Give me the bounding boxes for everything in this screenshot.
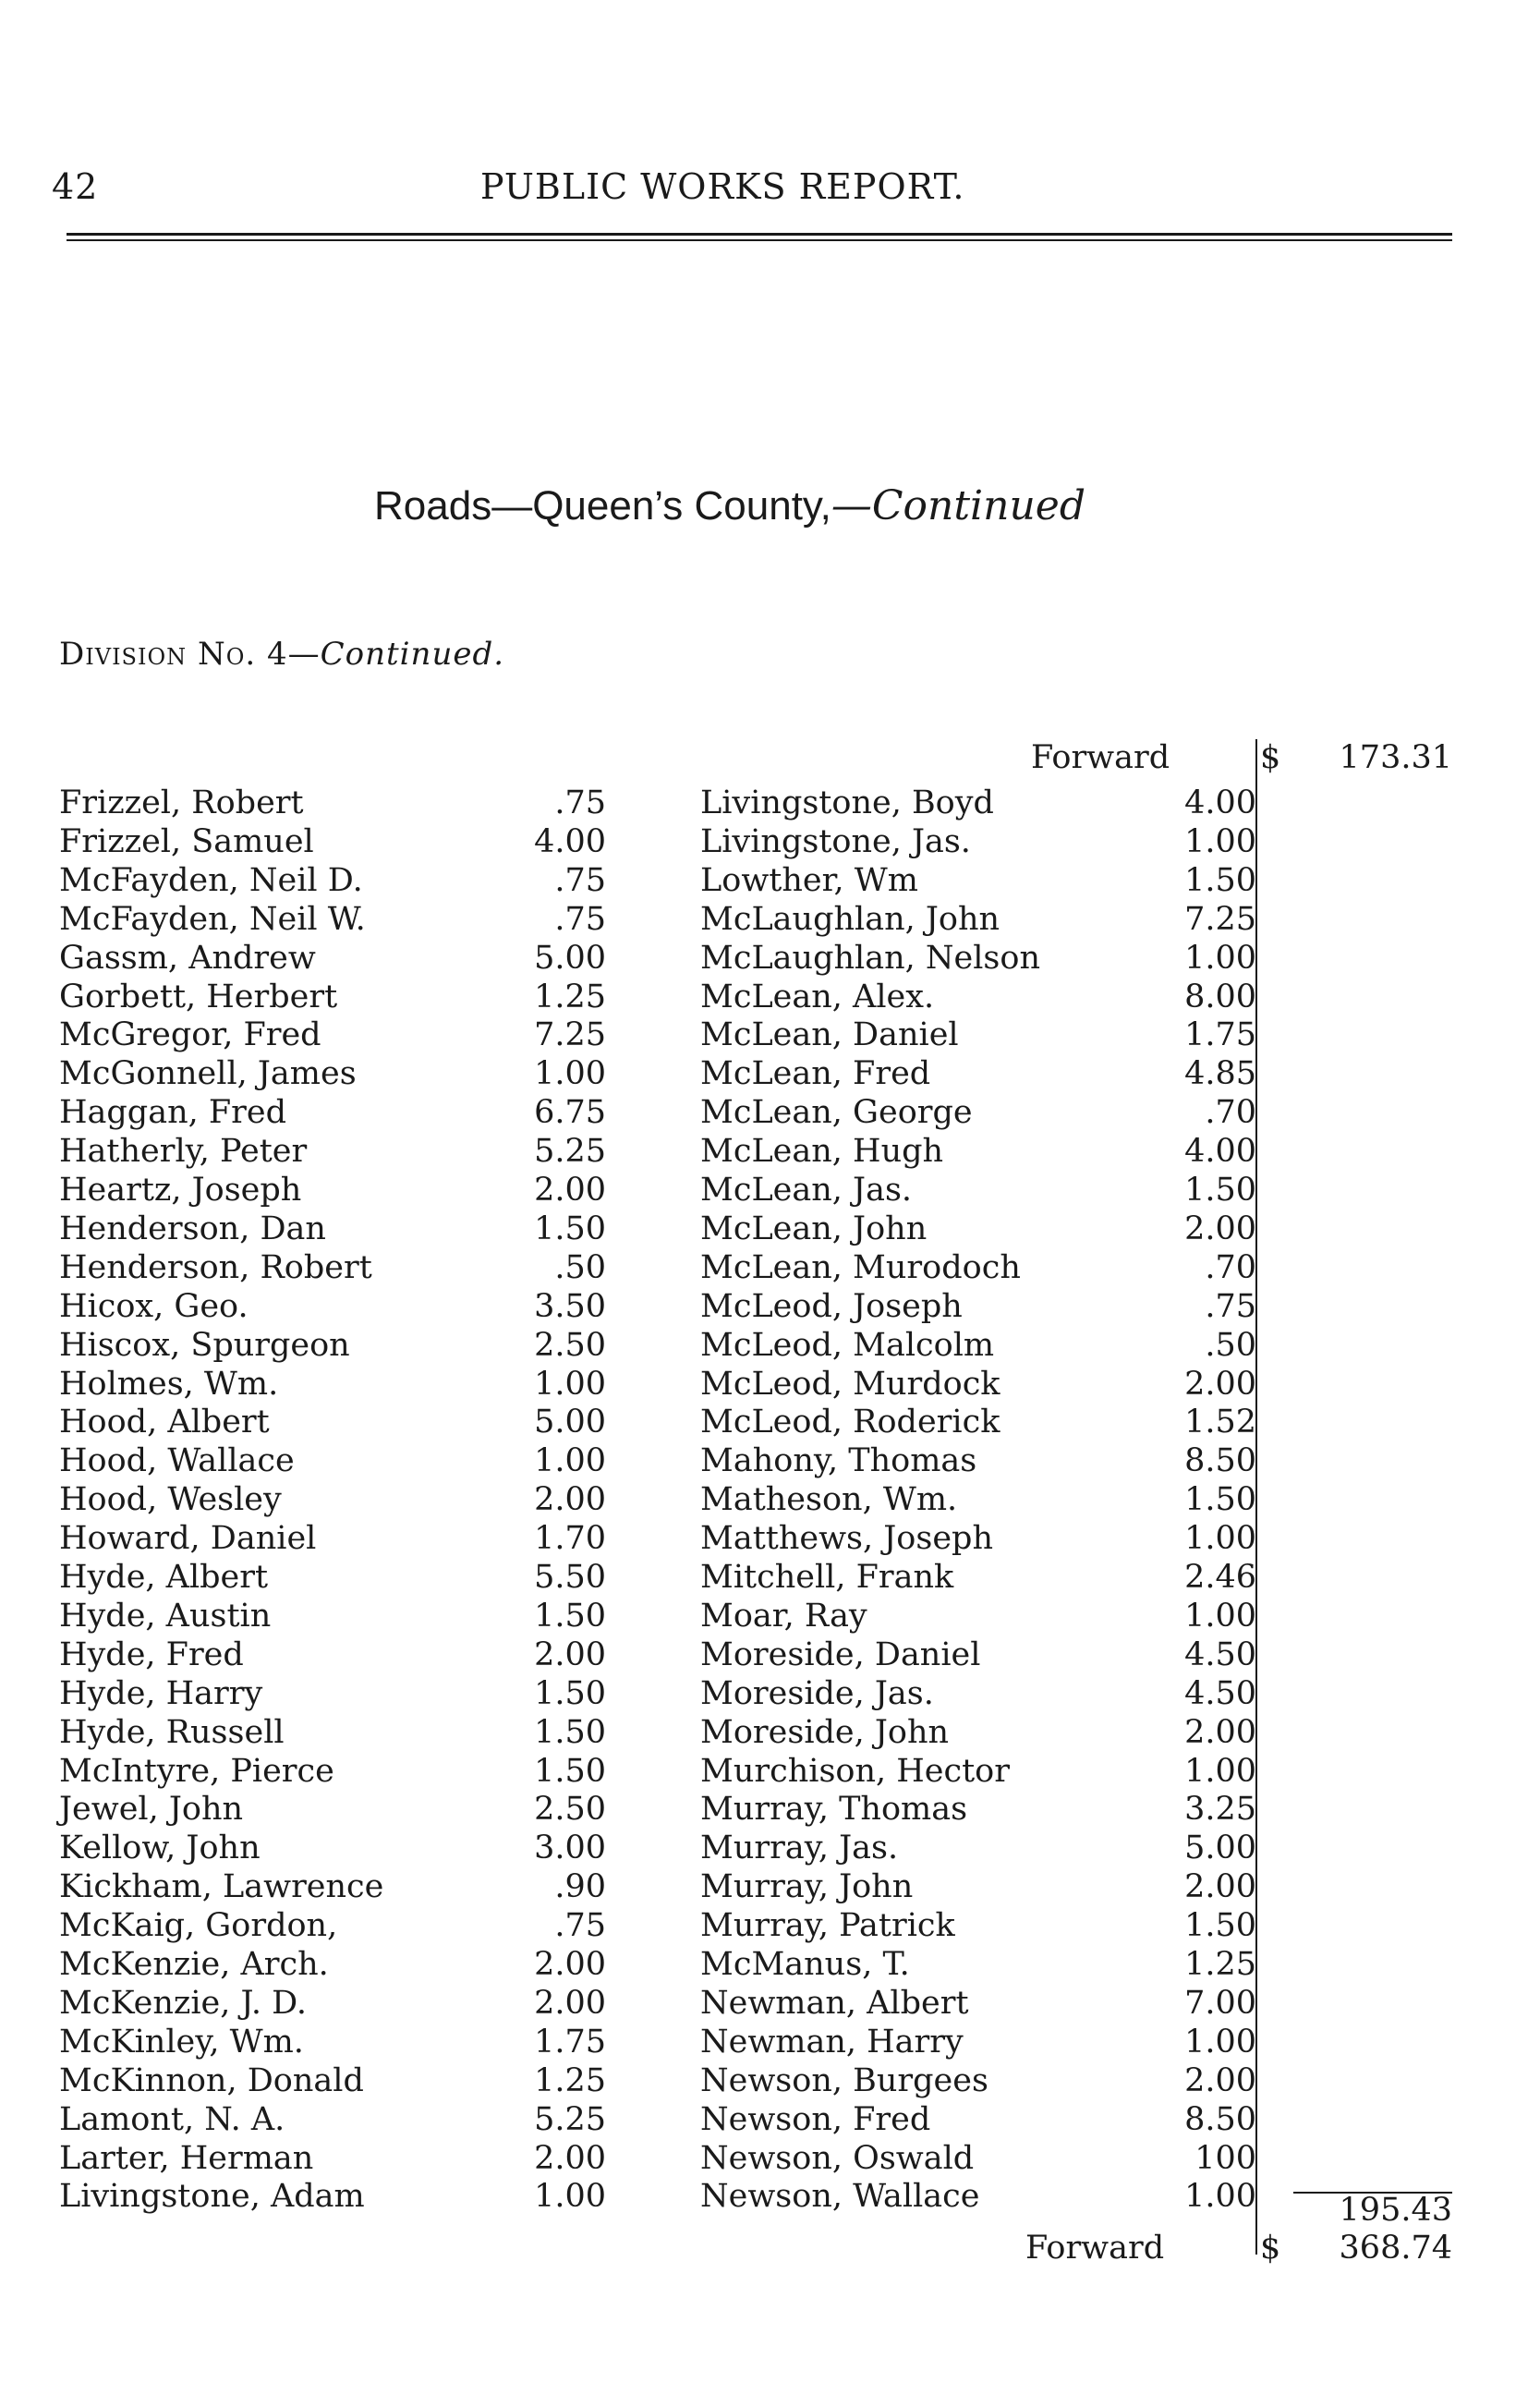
ledger-row	[700, 1171, 1256, 1210]
ledger-name: Frizzel, Samuel	[59, 823, 314, 860]
ledger-row	[700, 1519, 1256, 1558]
ledger-name: McLean, Alex.	[700, 979, 935, 1015]
ledger-name: Kellow, John	[59, 1830, 261, 1866]
ledger-row	[700, 1054, 1256, 1093]
ledger-amount: .75	[554, 862, 606, 899]
ledger-name: Newson, Burgees	[700, 2062, 988, 2099]
ledger-name: Lamont, N. A.	[59, 2101, 285, 2138]
ledger-name: McLean, Murodoch	[700, 1249, 1021, 1286]
ledger-row	[59, 900, 606, 939]
ledger-row	[700, 1906, 1256, 1945]
ledger-row	[700, 1480, 1256, 1519]
ledger-amount: .75	[554, 784, 606, 821]
ledger-name: McLean, George	[700, 1094, 973, 1131]
ledger-row	[59, 2139, 606, 2178]
ledger-row	[700, 1248, 1256, 1287]
ledger-amount: 1.00	[534, 1366, 606, 1403]
ledger-name: Hyde, Harry	[59, 1675, 263, 1712]
ledger-name: Hood, Albert	[59, 1404, 270, 1441]
ledger-name: Murchison, Hector	[700, 1753, 1010, 1790]
ledger-amount: 1.25	[534, 2062, 606, 2099]
forward-top-currency: $	[1260, 739, 1281, 776]
ledger-row	[59, 1365, 606, 1404]
ledger-name: McLaughlan, John	[700, 901, 1000, 938]
ledger-amount: 5.25	[534, 2101, 606, 2138]
ledger-amount: 5.00	[534, 1404, 606, 1441]
ledger-name: McKaig, Gordon,	[59, 1907, 338, 1944]
ledger-amount: 2.00	[1184, 1366, 1256, 1403]
ledger-name: McLean, John	[700, 1210, 928, 1247]
ledger-row	[700, 2023, 1256, 2061]
ledger-amount: .70	[1205, 1094, 1256, 1131]
ledger-name: Haggan, Fred	[59, 1094, 286, 1131]
ledger-row	[59, 1287, 606, 1326]
ledger-amount: 1.00	[534, 1055, 606, 1092]
ledger-amount: 1.25	[1184, 1946, 1256, 1983]
ledger-row	[59, 1054, 606, 1093]
section-title-main: Roads—Queen’s County,	[374, 483, 831, 529]
ledger-amount: 1.00	[1184, 1598, 1256, 1635]
ledger-row	[700, 1945, 1256, 1984]
ledger-row	[700, 1210, 1256, 1248]
ledger-row	[700, 978, 1256, 1016]
ledger-amount: 1.00	[1184, 1753, 1256, 1790]
page-number: 42	[52, 166, 99, 207]
ledger-name: McKenzie, Arch.	[59, 1946, 329, 1983]
ledger-row	[700, 2139, 1256, 2178]
ledger-name: Moreside, John	[700, 1714, 950, 1751]
ledger-row	[59, 861, 606, 900]
ledger-row	[700, 1674, 1256, 1713]
ledger-row	[59, 1519, 606, 1558]
ledger-name: Hicox, Geo.	[59, 1288, 249, 1325]
ledger-name: Moreside, Jas.	[700, 1675, 934, 1712]
ledger-amount: 1.50	[534, 1598, 606, 1635]
ledger-name: Newson, Wallace	[700, 2178, 980, 2215]
ledger-name: McIntyre, Pierce	[59, 1753, 334, 1790]
ledger-row	[700, 1132, 1256, 1171]
ledger-row	[700, 900, 1256, 939]
ledger-row	[700, 2177, 1256, 2216]
ledger-name: Henderson, Robert	[59, 1249, 372, 1286]
ledger-name: Holmes, Wm.	[59, 1366, 279, 1403]
ledger-amount: 2.00	[534, 1636, 606, 1673]
ledger-amount: 3.25	[1184, 1791, 1256, 1828]
ledger-row	[700, 1287, 1256, 1326]
ledger-row	[700, 1365, 1256, 1404]
ledger-name: McLean, Daniel	[700, 1016, 959, 1053]
ledger-row	[700, 1752, 1256, 1791]
ledger-amount: 2.00	[1184, 2062, 1256, 2099]
ledger-row	[59, 822, 606, 861]
division-label: Division No. 4—	[59, 636, 321, 673]
ledger-name: Livingstone, Jas.	[700, 823, 971, 860]
ledger-name: Moar, Ray	[700, 1598, 867, 1635]
ledger-name: McFayden, Neil D.	[59, 862, 363, 899]
ledger-amount: 2.50	[534, 1327, 606, 1364]
division-continued: Continued.	[320, 636, 505, 673]
ledger-row	[700, 784, 1256, 822]
ledger-name: Henderson, Dan	[59, 1210, 326, 1247]
ledger-name: Murray, Patrick	[700, 1907, 955, 1944]
ledger-row	[59, 1984, 606, 2023]
running-header-title: PUBLIC WORKS REPORT.	[480, 166, 965, 207]
ledger-amount: 3.00	[534, 1830, 606, 1866]
ledger-name: McGregor, Fred	[59, 1016, 321, 1053]
forward-bottom-amount: 368.74	[1339, 2230, 1452, 2267]
ledger-name: McGonnell, James	[59, 1055, 357, 1092]
ledger-row	[700, 1441, 1256, 1480]
header-rule-secondary	[67, 239, 1452, 241]
ledger-amount: 2.00	[534, 2140, 606, 2177]
ledger-row	[700, 1015, 1256, 1054]
forward-top-amount: 173.31	[1339, 739, 1452, 776]
ledger-amount: 2.00	[1184, 1714, 1256, 1751]
ledger-name: Mitchell, Frank	[700, 1559, 954, 1596]
ledger-name: Newman, Harry	[700, 2024, 964, 2061]
ledger-amount: 1.00	[534, 1442, 606, 1479]
ledger-amount: 1.70	[534, 1520, 606, 1557]
ledger-name: McKenzie, J. D.	[59, 1985, 308, 2022]
ledger-name: McLeod, Joseph	[700, 1288, 963, 1325]
ledger-row	[700, 939, 1256, 978]
ledger-amount: .75	[554, 1907, 606, 1944]
ledger-amount: 1.00	[1184, 1520, 1256, 1557]
ledger-row	[59, 1635, 606, 1674]
ledger-row	[700, 1597, 1256, 1635]
ledger-amount: .90	[554, 1868, 606, 1905]
subtotal-amount: 195.43	[1339, 2192, 1452, 2229]
ledger-name: McKinley, Wm.	[59, 2024, 304, 2061]
ledger-amount: 4.85	[1184, 1055, 1256, 1092]
ledger-amount: 2.46	[1184, 1559, 1256, 1596]
ledger-name: Livingstone, Boyd	[700, 784, 994, 821]
ledger-amount: .75	[1205, 1288, 1256, 1325]
ledger-row	[59, 2100, 606, 2139]
ledger-amount: 8.00	[1184, 979, 1256, 1015]
ledger-amount: 5.00	[1184, 1830, 1256, 1866]
ledger-row	[59, 2023, 606, 2061]
ledger-amount: 1.50	[534, 1753, 606, 1790]
header-rule	[67, 233, 1452, 236]
ledger-amount: 2.00	[534, 1481, 606, 1518]
ledger-row	[59, 1752, 606, 1791]
ledger-name: Hyde, Austin	[59, 1598, 272, 1635]
ledger-amount: .50	[554, 1249, 606, 1286]
ledger-name: Matheson, Wm.	[700, 1481, 958, 1518]
ledger-row	[59, 1945, 606, 1984]
ledger-amount: 1.50	[1184, 1172, 1256, 1209]
ledger-amount: 8.50	[1184, 1442, 1256, 1479]
ledger-amount: 1.50	[1184, 1907, 1256, 1944]
ledger-name: McLeod, Roderick	[700, 1404, 1000, 1441]
ledger-name: Murray, Thomas	[700, 1791, 968, 1828]
ledger-amount: 6.75	[534, 1094, 606, 1131]
ledger-amount: 2.00	[1184, 1210, 1256, 1247]
ledger-amount: 1.00	[1184, 940, 1256, 977]
ledger-row	[700, 822, 1256, 861]
ledger-amount: 4.00	[534, 823, 606, 860]
ledger-amount: .75	[554, 901, 606, 938]
ledger-amount: 100	[1194, 2140, 1256, 2177]
ledger-name: McFayden, Neil W.	[59, 901, 366, 938]
ledger-amount: 4.50	[1184, 1675, 1256, 1712]
ledger-amount: 7.25	[534, 1016, 606, 1053]
ledger-row	[700, 1093, 1256, 1132]
ledger-row	[700, 2100, 1256, 2139]
ledger-amount: 1.00	[1184, 2024, 1256, 2061]
ledger-name: Lowther, Wm	[700, 862, 918, 899]
ledger-amount: 4.00	[1184, 784, 1256, 821]
ledger-name: Hyde, Russell	[59, 1714, 285, 1751]
ledger-row	[59, 1558, 606, 1597]
ledger-name: Newson, Fred	[700, 2101, 931, 2138]
forward-top-label: Forward	[1031, 739, 1170, 776]
ledger-amount: 2.50	[534, 1791, 606, 1828]
ledger-amount: 2.00	[534, 1172, 606, 1209]
ledger-amount: 1.00	[1184, 2178, 1256, 2215]
ledger-row	[59, 1480, 606, 1519]
ledger-row	[59, 2061, 606, 2100]
ledger-amount: 4.50	[1184, 1636, 1256, 1673]
ledger-name: Newson, Oswald	[700, 2140, 975, 2177]
ledger-row	[59, 784, 606, 822]
ledger-name: Livingstone, Adam	[59, 2178, 365, 2215]
ledger-name: Larter, Herman	[59, 2140, 314, 2177]
ledger-name: Matthews, Joseph	[700, 1520, 993, 1557]
ledger-amount: 7.00	[1184, 1985, 1256, 2022]
ledger-amount: 1.00	[1184, 823, 1256, 860]
ledger-name: Moreside, Daniel	[700, 1636, 981, 1673]
ledger-amount: .70	[1205, 1249, 1256, 1286]
ledger-row	[59, 1790, 606, 1829]
ledger-row	[700, 1713, 1256, 1752]
division-heading	[59, 636, 504, 673]
ledger-row	[59, 1674, 606, 1713]
ledger-name: Mahony, Thomas	[700, 1442, 977, 1479]
ledger-row	[59, 1093, 606, 1132]
ledger-amount: 5.25	[534, 1133, 606, 1170]
ledger-amount: 1.50	[534, 1714, 606, 1751]
ledger-name: Hood, Wesley	[59, 1481, 282, 1518]
ledger-amount: 1.50	[1184, 862, 1256, 899]
ledger-row	[59, 939, 606, 978]
ledger-name: McLean, Hugh	[700, 1133, 944, 1170]
ledger-amount: 1.25	[534, 979, 606, 1015]
ledger-row	[59, 1441, 606, 1480]
ledger-amount: 2.00	[534, 1985, 606, 2022]
ledger-name: McLeod, Malcolm	[700, 1327, 995, 1364]
ledger-name: McKinnon, Donald	[59, 2062, 364, 2099]
ledger-name: Newman, Albert	[700, 1985, 969, 2022]
ledger-row	[59, 1132, 606, 1171]
ledger-row	[700, 1829, 1256, 1867]
section-title-continued: —Continued	[831, 482, 1086, 529]
ledger-row	[59, 1867, 606, 1906]
ledger-name: McLean, Jas.	[700, 1172, 913, 1209]
ledger-name: Gorbett, Herbert	[59, 979, 338, 1015]
ledger-amount: 1.00	[534, 2178, 606, 2215]
ledger-amount: 7.25	[1184, 901, 1256, 938]
ledger-name: Hiscox, Spurgeon	[59, 1327, 350, 1364]
ledger-row	[59, 1829, 606, 1867]
ledger-row	[59, 978, 606, 1016]
ledger-amount: 1.75	[534, 2024, 606, 2061]
ledger-name: Hood, Wallace	[59, 1442, 295, 1479]
ledger-name: Hatherly, Peter	[59, 1133, 308, 1170]
ledger-amount: 3.50	[534, 1288, 606, 1325]
ledger-row	[59, 1906, 606, 1945]
ledger-row	[700, 2061, 1256, 2100]
ledger-name: Jewel, John	[59, 1791, 244, 1828]
ledger-amount: 4.00	[1184, 1133, 1256, 1170]
ledger-name: Hyde, Albert	[59, 1559, 269, 1596]
ledger-row	[700, 1790, 1256, 1829]
ledger-name: Murray, John	[700, 1868, 914, 1905]
ledger-name: Kickham, Lawrence	[59, 1868, 384, 1905]
forward-bottom-currency: $	[1260, 2230, 1281, 2267]
ledger-amount: 1.50	[534, 1210, 606, 1247]
ledger-amount: 1.52	[1184, 1404, 1256, 1441]
ledger-name: McManus, T.	[700, 1946, 910, 1983]
ledger-row	[59, 1597, 606, 1635]
ledger-amount: 5.00	[534, 940, 606, 977]
ledger-amount: 1.75	[1184, 1016, 1256, 1053]
ledger-row	[700, 1635, 1256, 1674]
ledger-name: Frizzel, Robert	[59, 784, 304, 821]
ledger-row	[700, 1403, 1256, 1441]
ledger-name: McLeod, Murdock	[700, 1366, 1000, 1403]
ledger-row	[700, 1867, 1256, 1906]
ledger-amount: 2.00	[534, 1946, 606, 1983]
ledger-row	[700, 861, 1256, 900]
ledger-amount: 1.50	[534, 1675, 606, 1712]
ledger-row	[59, 1326, 606, 1365]
ledger-row	[700, 1984, 1256, 2023]
ledger-row	[59, 1210, 606, 1248]
ledger-amount: 5.50	[534, 1559, 606, 1596]
ledger-row	[59, 1248, 606, 1287]
ledger-name: McLaughlan, Nelson	[700, 940, 1040, 977]
ledger-row	[59, 2177, 606, 2216]
ledger-row	[59, 1713, 606, 1752]
ledger-row	[700, 1558, 1256, 1597]
ledger-amount: .50	[1205, 1327, 1256, 1364]
ledger-name: Murray, Jas.	[700, 1830, 899, 1866]
ledger-amount: 8.50	[1184, 2101, 1256, 2138]
section-title	[374, 482, 1085, 529]
forward-bottom-label: Forward	[1025, 2230, 1165, 2267]
ledger-name: McLean, Fred	[700, 1055, 931, 1092]
ledger-name: Hyde, Fred	[59, 1636, 244, 1673]
ledger-name: Heartz, Joseph	[59, 1172, 302, 1209]
ledger-amount: 1.50	[1184, 1481, 1256, 1518]
ledger-name: Howard, Daniel	[59, 1520, 317, 1557]
ledger-row	[59, 1171, 606, 1210]
ledger-name: Gassm, Andrew	[59, 940, 316, 977]
ledger-row	[59, 1015, 606, 1054]
ledger-row	[700, 1326, 1256, 1365]
ledger-row	[59, 1403, 606, 1441]
ledger-amount: 2.00	[1184, 1868, 1256, 1905]
